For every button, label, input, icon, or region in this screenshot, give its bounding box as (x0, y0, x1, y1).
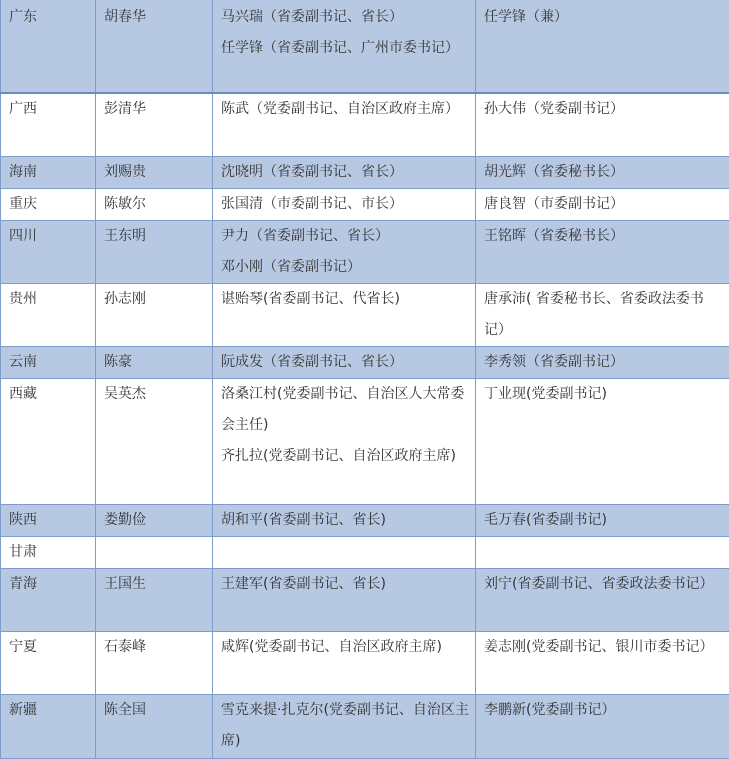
secretary-cell (96, 346, 213, 378)
secretary-general-entry: 王铭晖（省委秘书长） (484, 221, 723, 252)
region-name: 青海 (9, 576, 37, 592)
deputy-entry: 沈晓明（省委副书记、省长） (221, 157, 469, 188)
deputies-cell (213, 694, 476, 758)
deputies-cell (213, 220, 476, 283)
secretary-general-cell (476, 93, 729, 156)
deputies-cell (213, 0, 476, 93)
secretary-cell (96, 378, 213, 504)
secretary-general-entry: 孙大伟（党委副书记） (484, 94, 723, 125)
deputies-cell (213, 346, 476, 378)
secretary-cell (96, 568, 213, 631)
deputies-cell (213, 378, 476, 504)
secretary-name: 吴英杰 (104, 386, 146, 402)
secretary-general-entry: 李鹏新(党委副书记） (484, 695, 723, 726)
secretary-name: 娄勤俭 (104, 512, 146, 528)
secretary-general-cell (476, 0, 729, 93)
secretary-name: 孙志刚 (104, 291, 146, 307)
region-name: 海南 (9, 164, 37, 180)
secretary-general-cell (476, 378, 729, 504)
secretary-cell (96, 188, 213, 220)
deputies-cell (213, 93, 476, 156)
table-row (1, 0, 729, 93)
region-name: 新疆 (9, 702, 37, 718)
secretary-name: 胡春华 (104, 9, 146, 25)
secretary-general-cell (476, 694, 729, 758)
deputies-cell (213, 188, 476, 220)
table-row (1, 378, 729, 504)
secretary-cell (96, 631, 213, 694)
region-name: 西藏 (9, 386, 37, 402)
secretary-general-cell (476, 220, 729, 283)
secretary-general-cell (476, 568, 729, 631)
region-cell (1, 568, 96, 631)
secretary-cell (96, 220, 213, 283)
secretary-general-cell (476, 536, 729, 568)
region-cell (1, 188, 96, 220)
secretary-cell (96, 93, 213, 156)
region-name: 重庆 (9, 196, 37, 212)
region-cell (1, 536, 96, 568)
deputy-entry: 尹力（省委副书记、省长） (221, 221, 469, 252)
deputy-entry: 邓小刚（省委副书记） (221, 252, 469, 283)
deputy-entry: 谌贻琴(省委副书记、代省长) (221, 284, 469, 315)
secretary-name: 王东明 (104, 228, 146, 244)
secretary-general-entry: 李秀领（省委副书记） (484, 347, 723, 378)
secretary-name: 刘赐贵 (104, 164, 146, 180)
deputies-cell (213, 536, 476, 568)
region-name: 广东 (9, 9, 37, 25)
secretary-general-cell (476, 504, 729, 536)
table-row (1, 93, 729, 156)
secretary-general-entry: 丁业现(党委副书记) (484, 379, 723, 410)
region-cell (1, 220, 96, 283)
secretary-cell (96, 694, 213, 758)
region-name: 宁夏 (9, 639, 37, 655)
deputy-entry: 马兴瑞（省委副书记、省长） (221, 2, 469, 33)
table-row (1, 283, 729, 346)
deputy-entry: 胡和平(省委副书记、省长) (221, 505, 469, 536)
region-name: 陕西 (9, 512, 37, 528)
region-cell (1, 631, 96, 694)
secretary-name: 陈豪 (104, 354, 132, 370)
region-name: 甘肃 (9, 544, 37, 560)
secretary-cell (96, 156, 213, 188)
secretary-name: 彭清华 (104, 101, 146, 117)
region-name: 贵州 (9, 291, 37, 307)
deputy-entry: 齐扎拉(党委副书记、自治区政府主席) (221, 441, 469, 472)
table-row (1, 188, 729, 220)
region-cell (1, 283, 96, 346)
table-row (1, 220, 729, 283)
secretary-general-entry: 任学锋（兼） (484, 2, 723, 33)
table-row (1, 536, 729, 568)
region-name: 广西 (9, 101, 37, 117)
region-cell (1, 93, 96, 156)
deputy-entry: 陈武（党委副书记、自治区政府主席） (221, 94, 469, 125)
deputies-cell (213, 568, 476, 631)
region-name: 四川 (9, 228, 37, 244)
secretary-general-cell (476, 156, 729, 188)
secretary-name: 王国生 (104, 576, 146, 592)
deputy-entry: 雪克来提·扎克尔(党委副书记、自治区主席) (221, 695, 469, 757)
deputies-cell (213, 504, 476, 536)
secretary-cell (96, 504, 213, 536)
region-cell (1, 156, 96, 188)
secretary-cell (96, 0, 213, 93)
secretary-general-cell (476, 188, 729, 220)
deputy-entry: 任学锋（省委副书记、广州市委书记） (221, 33, 469, 64)
table-row (1, 631, 729, 694)
secretary-cell (96, 283, 213, 346)
region-cell (1, 0, 96, 93)
secretary-general-cell (476, 283, 729, 346)
table-row (1, 504, 729, 536)
region-cell (1, 346, 96, 378)
secretary-general-entry: 刘宁(省委副书记、省委政法委书记） (484, 569, 723, 600)
deputy-entry: 张国清（市委副书记、市长） (221, 189, 469, 220)
table-row (1, 156, 729, 188)
deputies-cell (213, 631, 476, 694)
deputies-cell (213, 156, 476, 188)
secretary-general-entry: 姜志刚(党委副书记、银川市委书记） (484, 632, 723, 663)
deputy-entry: 阮成发（省委副书记、省长） (221, 347, 469, 378)
secretary-general-cell (476, 346, 729, 378)
deputies-cell (213, 283, 476, 346)
table-row (1, 568, 729, 631)
region-cell (1, 504, 96, 536)
secretary-general-entry: 唐承沛( 省委秘书长、省委政法委书记） (484, 284, 723, 346)
secretary-name: 陈全国 (104, 702, 146, 718)
secretary-name: 陈敏尔 (104, 196, 146, 212)
secretary-general-entry: 毛万春(省委副书记) (484, 505, 723, 536)
deputy-entry: 王建军(省委副书记、省长) (221, 569, 469, 600)
secretary-general-cell (476, 631, 729, 694)
table-row (1, 346, 729, 378)
deputy-entry: 洛桑江村(党委副书记、自治区人大常委会主任) (221, 379, 469, 441)
region-cell (1, 694, 96, 758)
deputy-entry: 咸辉(党委副书记、自治区政府主席) (221, 632, 469, 663)
secretary-general-entry: 胡光辉（省委秘书长） (484, 157, 723, 188)
secretary-name: 石泰峰 (104, 639, 146, 655)
region-cell (1, 378, 96, 504)
secretary-cell (96, 536, 213, 568)
region-name: 云南 (9, 354, 37, 370)
secretary-general-entry: 唐良智（市委副书记） (484, 189, 723, 220)
table-row (1, 694, 729, 758)
